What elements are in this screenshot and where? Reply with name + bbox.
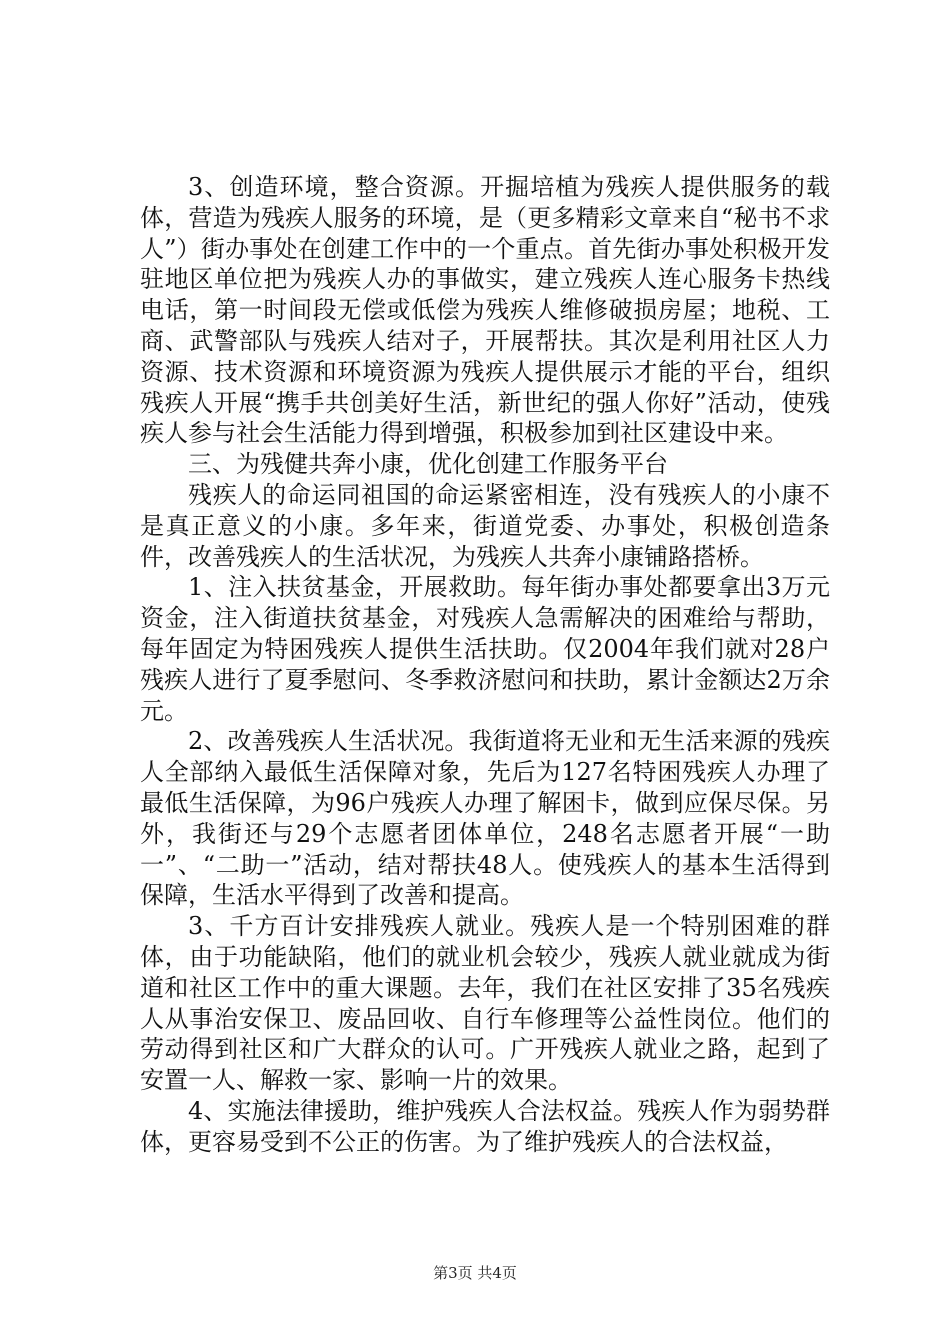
paragraph-intro-xiaokang: 残疾人的命运同祖国的命运紧密相连，没有残疾人的小康不是真正意义的小康。多年来，街道党委、办事处，积极创造条件，改善残疾人的生活状况，为残疾人共奔小康铺路搭桥。 <box>140 480 830 571</box>
page-footer: 第3页 共4页 <box>433 1264 517 1282</box>
paragraph-item-3-employment: 3、千方百计安排残疾人就业。残疾人是一个特别困难的群体，由于功能缺陷，他们的就业机会较少，残疾人就业就成为街道和社区工作中的重大课题。去年，我们在社区安排了35名残疾人从事治安保卫、废品回收、自行车修理等公益性岗位。他们的劳动得到社区和广大群众的认可。广开残疾人就业之路，起到了安置一人、解救一家、影响一片的效果。 <box>140 912 830 1095</box>
paragraph-item-2-living-conditions: 2、改善残疾人生活状况。我街道将无业和无生活来源的残疾人全部纳入最低生活保障对象，先后为127名特困残疾人办理了最低生活保障，为96户残疾人办理了解困卡，做到应保尽保。另外，我街还与29个志愿者团体单位，248名志愿者开展“一助一”、“二助一”活动，结对帮扶48人。使残疾人的基本生活得到保障，生活水平得到了改善和提高。 <box>140 727 830 910</box>
section-heading-three: 三、为残健共奔小康，优化创建工作服务平台 <box>188 450 668 479</box>
paragraph-item-4-legal-aid: 4、实施法律援助，维护残疾人合法权益。残疾人作为弱势群体，更容易受到不公正的伤害。为了维护残疾人的合法权益， <box>140 1096 830 1156</box>
paragraph-item-1-poverty-fund: 1、注入扶贫基金，开展救助。每年街办事处都要拿出3万元资金，注入街道扶贫基金，对残疾人急需解决的困难给与帮助，每年固定为特困残疾人提供生活扶助。仅2004年我们就对28户残疾人进行了夏季慰问、冬季救济慰问和扶助，累计金额达2万余元。 <box>140 573 830 725</box>
paragraph-section-3-environment: 3、创造环境，整合资源。开掘培植为残疾人提供服务的载体，营造为残疾人服务的环境，是（更多精彩文章来自“秘书不求人”）街办事处在创建工作中的一个重点。首先街办事处积极开发驻地区单位把为残疾人办的事做实，建立残疾人连心服务卡热线电话，第一时间段无偿或低偿为残疾人维修破损房屋；地税、工商、武警部队与残疾人结对子，开展帮扶。其次是利用社区人力资源、技术资源和环境资源为残疾人提供展示才能的平台，组织残疾人开展“携手共创美好生活，新世纪的强人你好”活动，使残疾人参与社会生活能力得到增强，积极参加到社区建设中来。 <box>140 173 830 448</box>
body-text <box>140 172 830 1158</box>
